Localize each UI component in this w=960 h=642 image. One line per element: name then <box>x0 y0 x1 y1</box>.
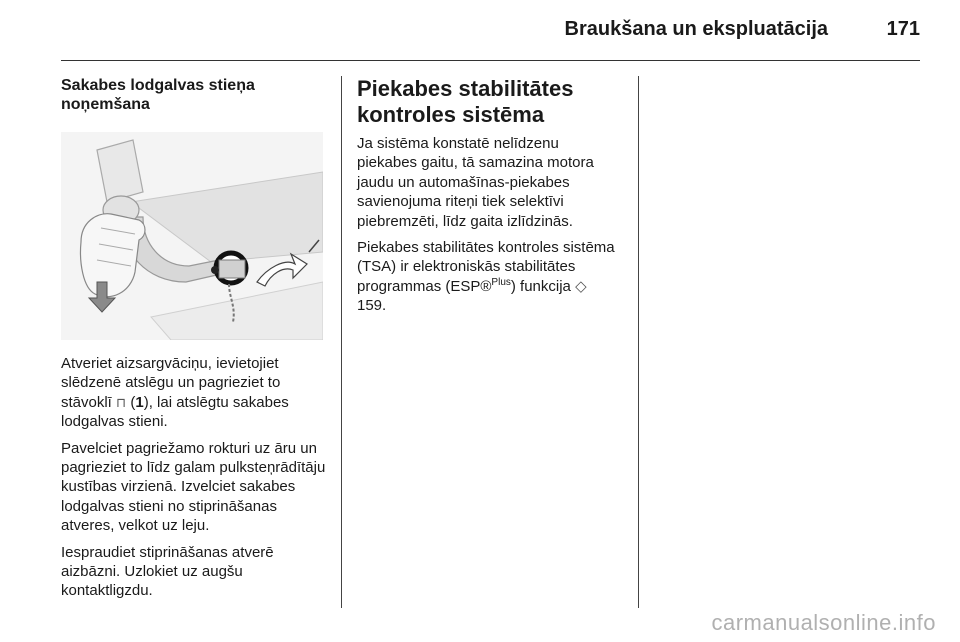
towbar-illustration <box>61 132 323 340</box>
paragraph-tsa-esp: Piekabes stabilitātes kontroles sistēma (TSA) ir elektroniskās stabilitātes programmas (ESP®$^{Plus}$) funkcija ◇ 159. <box>357 239 615 315</box>
header-title: Braukšana un ekspluatācija <box>564 18 828 40</box>
esp-plus-superscript: Plus <box>491 276 511 288</box>
page-ref-arrow-icon: ◇ <box>575 277 587 295</box>
paragraph-unlock: Atveriet aizsargvāciņu, ievietojiet slēdzenē atslēgu un pagrieziet to stāvoklī ⊓ (1), lai atslēgtu sakabes lodgalvas stieni. <box>61 355 289 431</box>
heading-line-1: Sakabes lodgalvas stieņa <box>61 77 255 94</box>
right-column <box>357 76 619 323</box>
left-column <box>61 76 327 608</box>
page-reference-link[interactable]: 159. <box>357 297 387 315</box>
header-rule <box>61 60 920 61</box>
column-divider-2 <box>638 76 639 608</box>
section-heading-towbar-removal <box>61 76 327 114</box>
heading-line-1: Piekabes stabilitātes <box>357 76 574 101</box>
unlock-icon: ⊓ <box>116 394 127 410</box>
heading-line-2: noņemšana <box>61 96 150 113</box>
page-number: 171 <box>886 18 920 40</box>
section-heading-tsa <box>357 76 619 128</box>
left-body <box>61 354 327 601</box>
watermark: carmanualsonline.info <box>711 610 936 635</box>
paragraph-tsa-function: Ja sistēma konstatē nelīdzenu piekabes gaitu, tā samazina motora jaudu un automašīnas-piekabes savienojuma riteņi tiek selektīvi piebremzēti, līdz gaita izlīdzinās. <box>357 135 594 230</box>
paragraph-rotate-handle: Pavelciet pagriežamo rokturi uz āru un pagrieziet to līdz galam pulksteņrādītāju kustības virzienā. Izvelciet sakabes lodgalvas stieni no stiprināšanas atveres, velkot uz leju. <box>61 439 326 535</box>
callout-number: 1 <box>135 393 144 411</box>
heading-line-2: kontroles sistēma <box>357 102 545 127</box>
column-divider-1 <box>341 76 342 608</box>
paragraph-insert-plug: Iespraudiet stiprināšanas atverē aizbāzni. Uzlokiet uz augšu kontaktligzdu. <box>61 543 274 600</box>
